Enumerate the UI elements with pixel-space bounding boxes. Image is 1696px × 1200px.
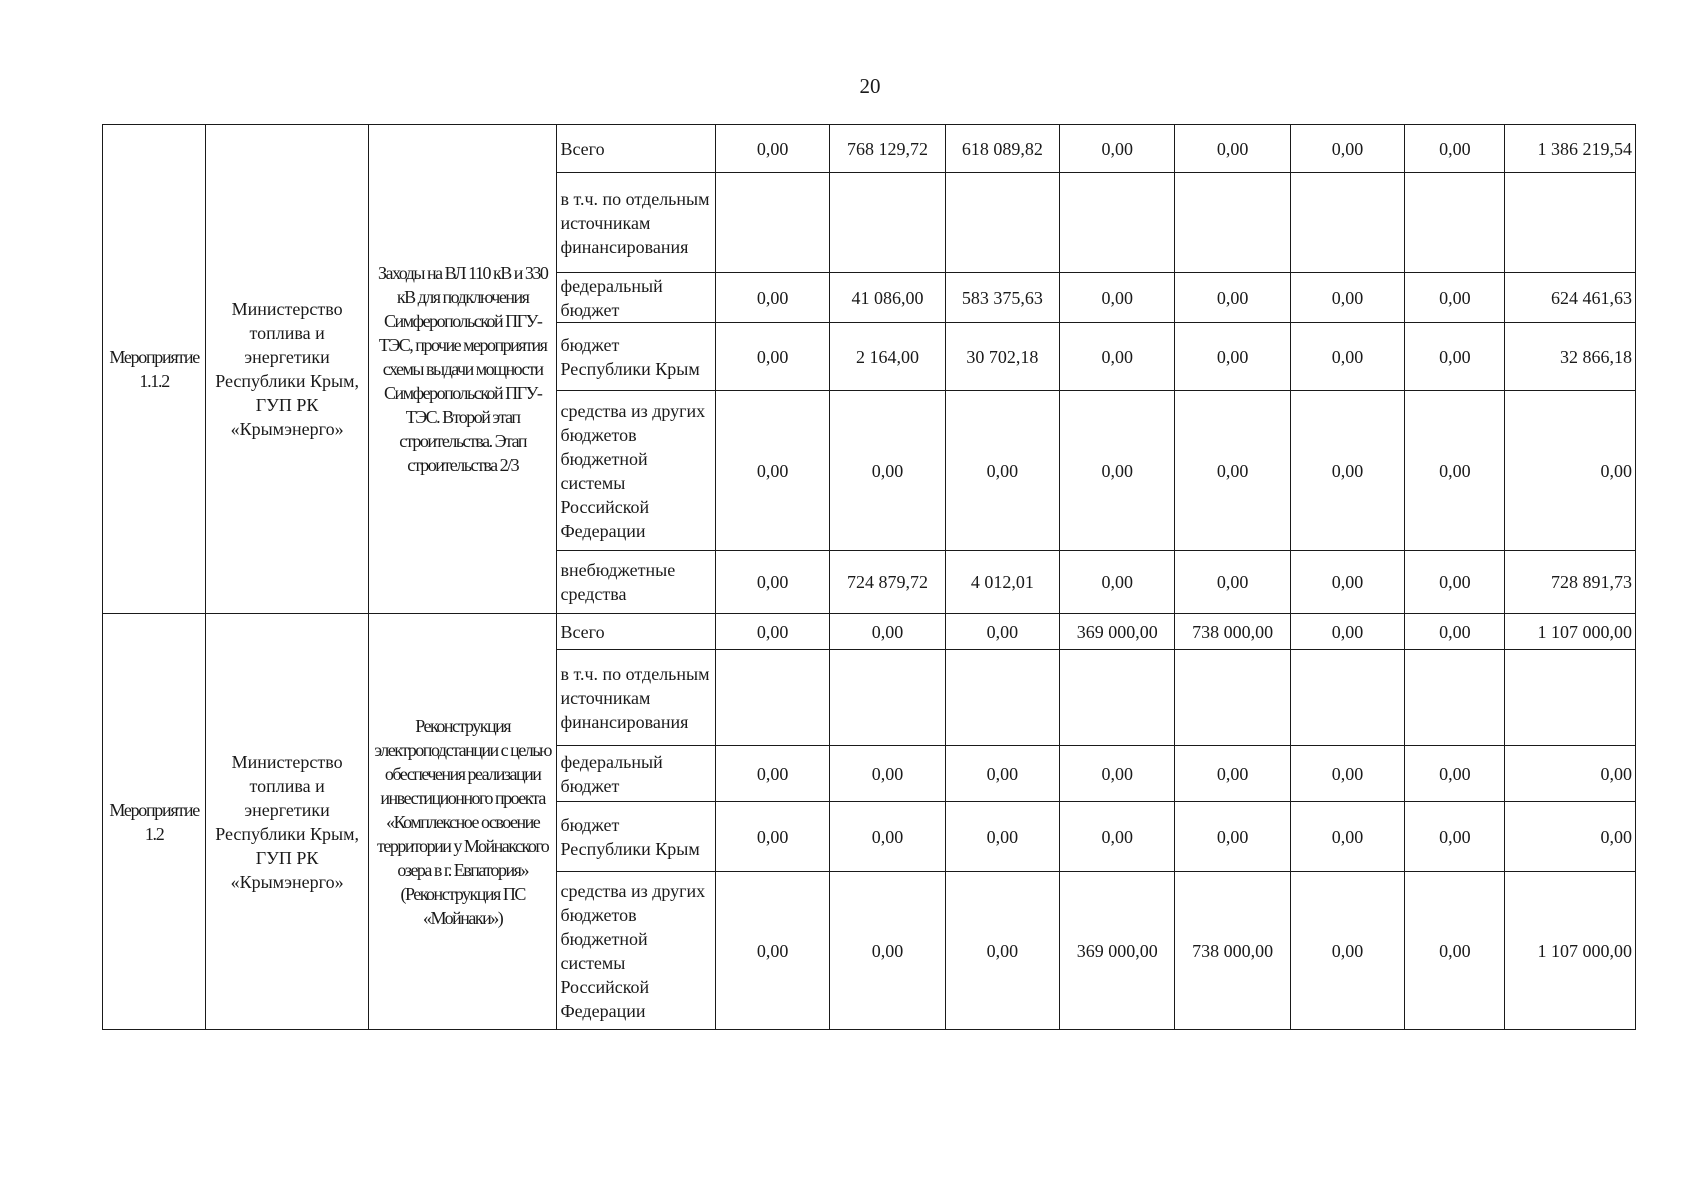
total-value-cell	[1505, 650, 1636, 746]
value-cell: 0,00	[830, 746, 945, 802]
value-cell: 0,00	[1290, 551, 1404, 614]
value-cell: 369 000,00	[1060, 614, 1175, 650]
total-value-cell: 0,00	[1505, 746, 1636, 802]
value-cell: 0,00	[830, 614, 945, 650]
value-cell: 0,00	[1175, 125, 1290, 173]
value-cell: 0,00	[1175, 551, 1290, 614]
value-cell: 41 086,00	[830, 273, 945, 323]
total-value-cell	[1505, 173, 1636, 273]
executor-cell: Министерство топлива и энергетики Республики Крым, ГУП РК «Крымэнерго»	[206, 614, 369, 1030]
value-cell: 0,00	[945, 391, 1059, 551]
table-row	[103, 125, 1636, 173]
value-cell: 0,00	[945, 614, 1059, 650]
value-cell	[1175, 173, 1290, 273]
value-cell: 0,00	[1175, 273, 1290, 323]
value-cell: 0,00	[1175, 323, 1290, 391]
funding-source-label: средства из других бюджетов бюджетной системы Российской Федерации	[557, 872, 716, 1030]
executor-cell: Министерство топлива и энергетики Республики Крым, ГУП РК «Крымэнерго»	[206, 125, 369, 614]
value-cell: 0,00	[715, 746, 829, 802]
total-value-cell: 0,00	[1505, 802, 1636, 872]
value-cell: 0,00	[945, 802, 1059, 872]
total-value-cell: 32 866,18	[1505, 323, 1636, 391]
value-cell	[1405, 173, 1505, 273]
total-value-cell: 0,00	[1505, 391, 1636, 551]
value-cell: 0,00	[715, 125, 829, 173]
total-value-cell: 1 107 000,00	[1505, 614, 1636, 650]
value-cell: 2 164,00	[830, 323, 945, 391]
funding-source-label: в т.ч. по отдельным источникам финансирования	[557, 173, 716, 273]
value-cell: 0,00	[1060, 802, 1175, 872]
measure-cell: Мероприятие 1.1.2	[103, 125, 206, 614]
value-cell: 0,00	[1060, 273, 1175, 323]
value-cell: 0,00	[1060, 391, 1175, 551]
value-cell: 738 000,00	[1175, 872, 1290, 1030]
value-cell: 0,00	[945, 746, 1059, 802]
table-row	[103, 614, 1636, 650]
funding-source-label: в т.ч. по отдельным источникам финансирования	[557, 650, 716, 746]
value-cell: 0,00	[830, 802, 945, 872]
value-cell: 0,00	[1290, 872, 1404, 1030]
value-cell: 0,00	[715, 391, 829, 551]
funding-source-label: федеральный бюджет	[557, 273, 716, 323]
value-cell: 0,00	[715, 273, 829, 323]
value-cell: 4 012,01	[945, 551, 1059, 614]
value-cell	[945, 173, 1059, 273]
value-cell: 0,00	[1290, 323, 1404, 391]
total-value-cell: 624 461,63	[1505, 273, 1636, 323]
value-cell: 583 375,63	[945, 273, 1059, 323]
value-cell: 0,00	[1060, 746, 1175, 802]
measure-cell: Мероприятие 1.2	[103, 614, 206, 1030]
funding-source-label: Всего	[557, 614, 716, 650]
total-value-cell: 728 891,73	[1505, 551, 1636, 614]
value-cell: 0,00	[715, 872, 829, 1030]
value-cell: 0,00	[715, 323, 829, 391]
total-value-cell: 1 386 219,54	[1505, 125, 1636, 173]
value-cell: 0,00	[1405, 391, 1505, 551]
value-cell: 0,00	[1405, 872, 1505, 1030]
value-cell	[830, 650, 945, 746]
value-cell	[945, 650, 1059, 746]
value-cell: 0,00	[1175, 746, 1290, 802]
value-cell: 0,00	[1290, 125, 1404, 173]
value-cell: 738 000,00	[1175, 614, 1290, 650]
budget-table	[102, 124, 1636, 1030]
value-cell	[830, 173, 945, 273]
funding-source-label: средства из других бюджетов бюджетной системы Российской Федерации	[557, 391, 716, 551]
value-cell	[1290, 173, 1404, 273]
value-cell	[715, 173, 829, 273]
value-cell	[1175, 650, 1290, 746]
value-cell: 0,00	[1405, 273, 1505, 323]
value-cell: 0,00	[1060, 125, 1175, 173]
funding-source-label: бюджет Республики Крым	[557, 323, 716, 391]
value-cell: 0,00	[715, 614, 829, 650]
value-cell: 369 000,00	[1060, 872, 1175, 1030]
funding-source-label: внебюджетные средства	[557, 551, 716, 614]
value-cell: 0,00	[1175, 391, 1290, 551]
description-cell: Заходы на ВЛ 110 кВ и 330 кВ для подключения Симферопольской ПГУ-ТЭС, прочие мероприятия схемы выдачи мощности Симферопольской ПГУ-ТЭС. Второй этап строительства. Этап строительства 2/3	[368, 125, 557, 614]
value-cell: 30 702,18	[945, 323, 1059, 391]
value-cell	[1405, 650, 1505, 746]
value-cell: 0,00	[1405, 551, 1505, 614]
value-cell	[1060, 173, 1175, 273]
value-cell: 618 089,82	[945, 125, 1059, 173]
value-cell: 0,00	[1290, 273, 1404, 323]
funding-source-label: Всего	[557, 125, 716, 173]
value-cell: 724 879,72	[830, 551, 945, 614]
value-cell: 0,00	[1290, 746, 1404, 802]
value-cell: 0,00	[1405, 746, 1505, 802]
value-cell: 0,00	[1060, 323, 1175, 391]
value-cell: 0,00	[1290, 391, 1404, 551]
value-cell: 0,00	[945, 872, 1059, 1030]
value-cell: 0,00	[830, 872, 945, 1030]
page-number: 20	[859, 74, 881, 98]
value-cell: 0,00	[715, 551, 829, 614]
funding-source-label: федеральный бюджет	[557, 746, 716, 802]
total-value-cell: 1 107 000,00	[1505, 872, 1636, 1030]
value-cell: 0,00	[1290, 802, 1404, 872]
value-cell: 0,00	[715, 802, 829, 872]
value-cell: 0,00	[830, 391, 945, 551]
value-cell: 0,00	[1060, 551, 1175, 614]
value-cell	[1290, 650, 1404, 746]
value-cell: 0,00	[1290, 614, 1404, 650]
value-cell	[1060, 650, 1175, 746]
value-cell: 0,00	[1405, 323, 1505, 391]
description-cell: Реконструкция электроподстанции с целью обеспечения реализации инвестиционного проекта «Комплексное освоение территории у Мойнакского озера в г. Евпатория» (Реконструкция ПС «Мойнаки»)	[368, 614, 557, 1030]
value-cell: 0,00	[1175, 802, 1290, 872]
funding-source-label: бюджет Республики Крым	[557, 802, 716, 872]
value-cell	[715, 650, 829, 746]
value-cell: 768 129,72	[830, 125, 945, 173]
value-cell: 0,00	[1405, 614, 1505, 650]
value-cell: 0,00	[1405, 802, 1505, 872]
value-cell: 0,00	[1405, 125, 1505, 173]
